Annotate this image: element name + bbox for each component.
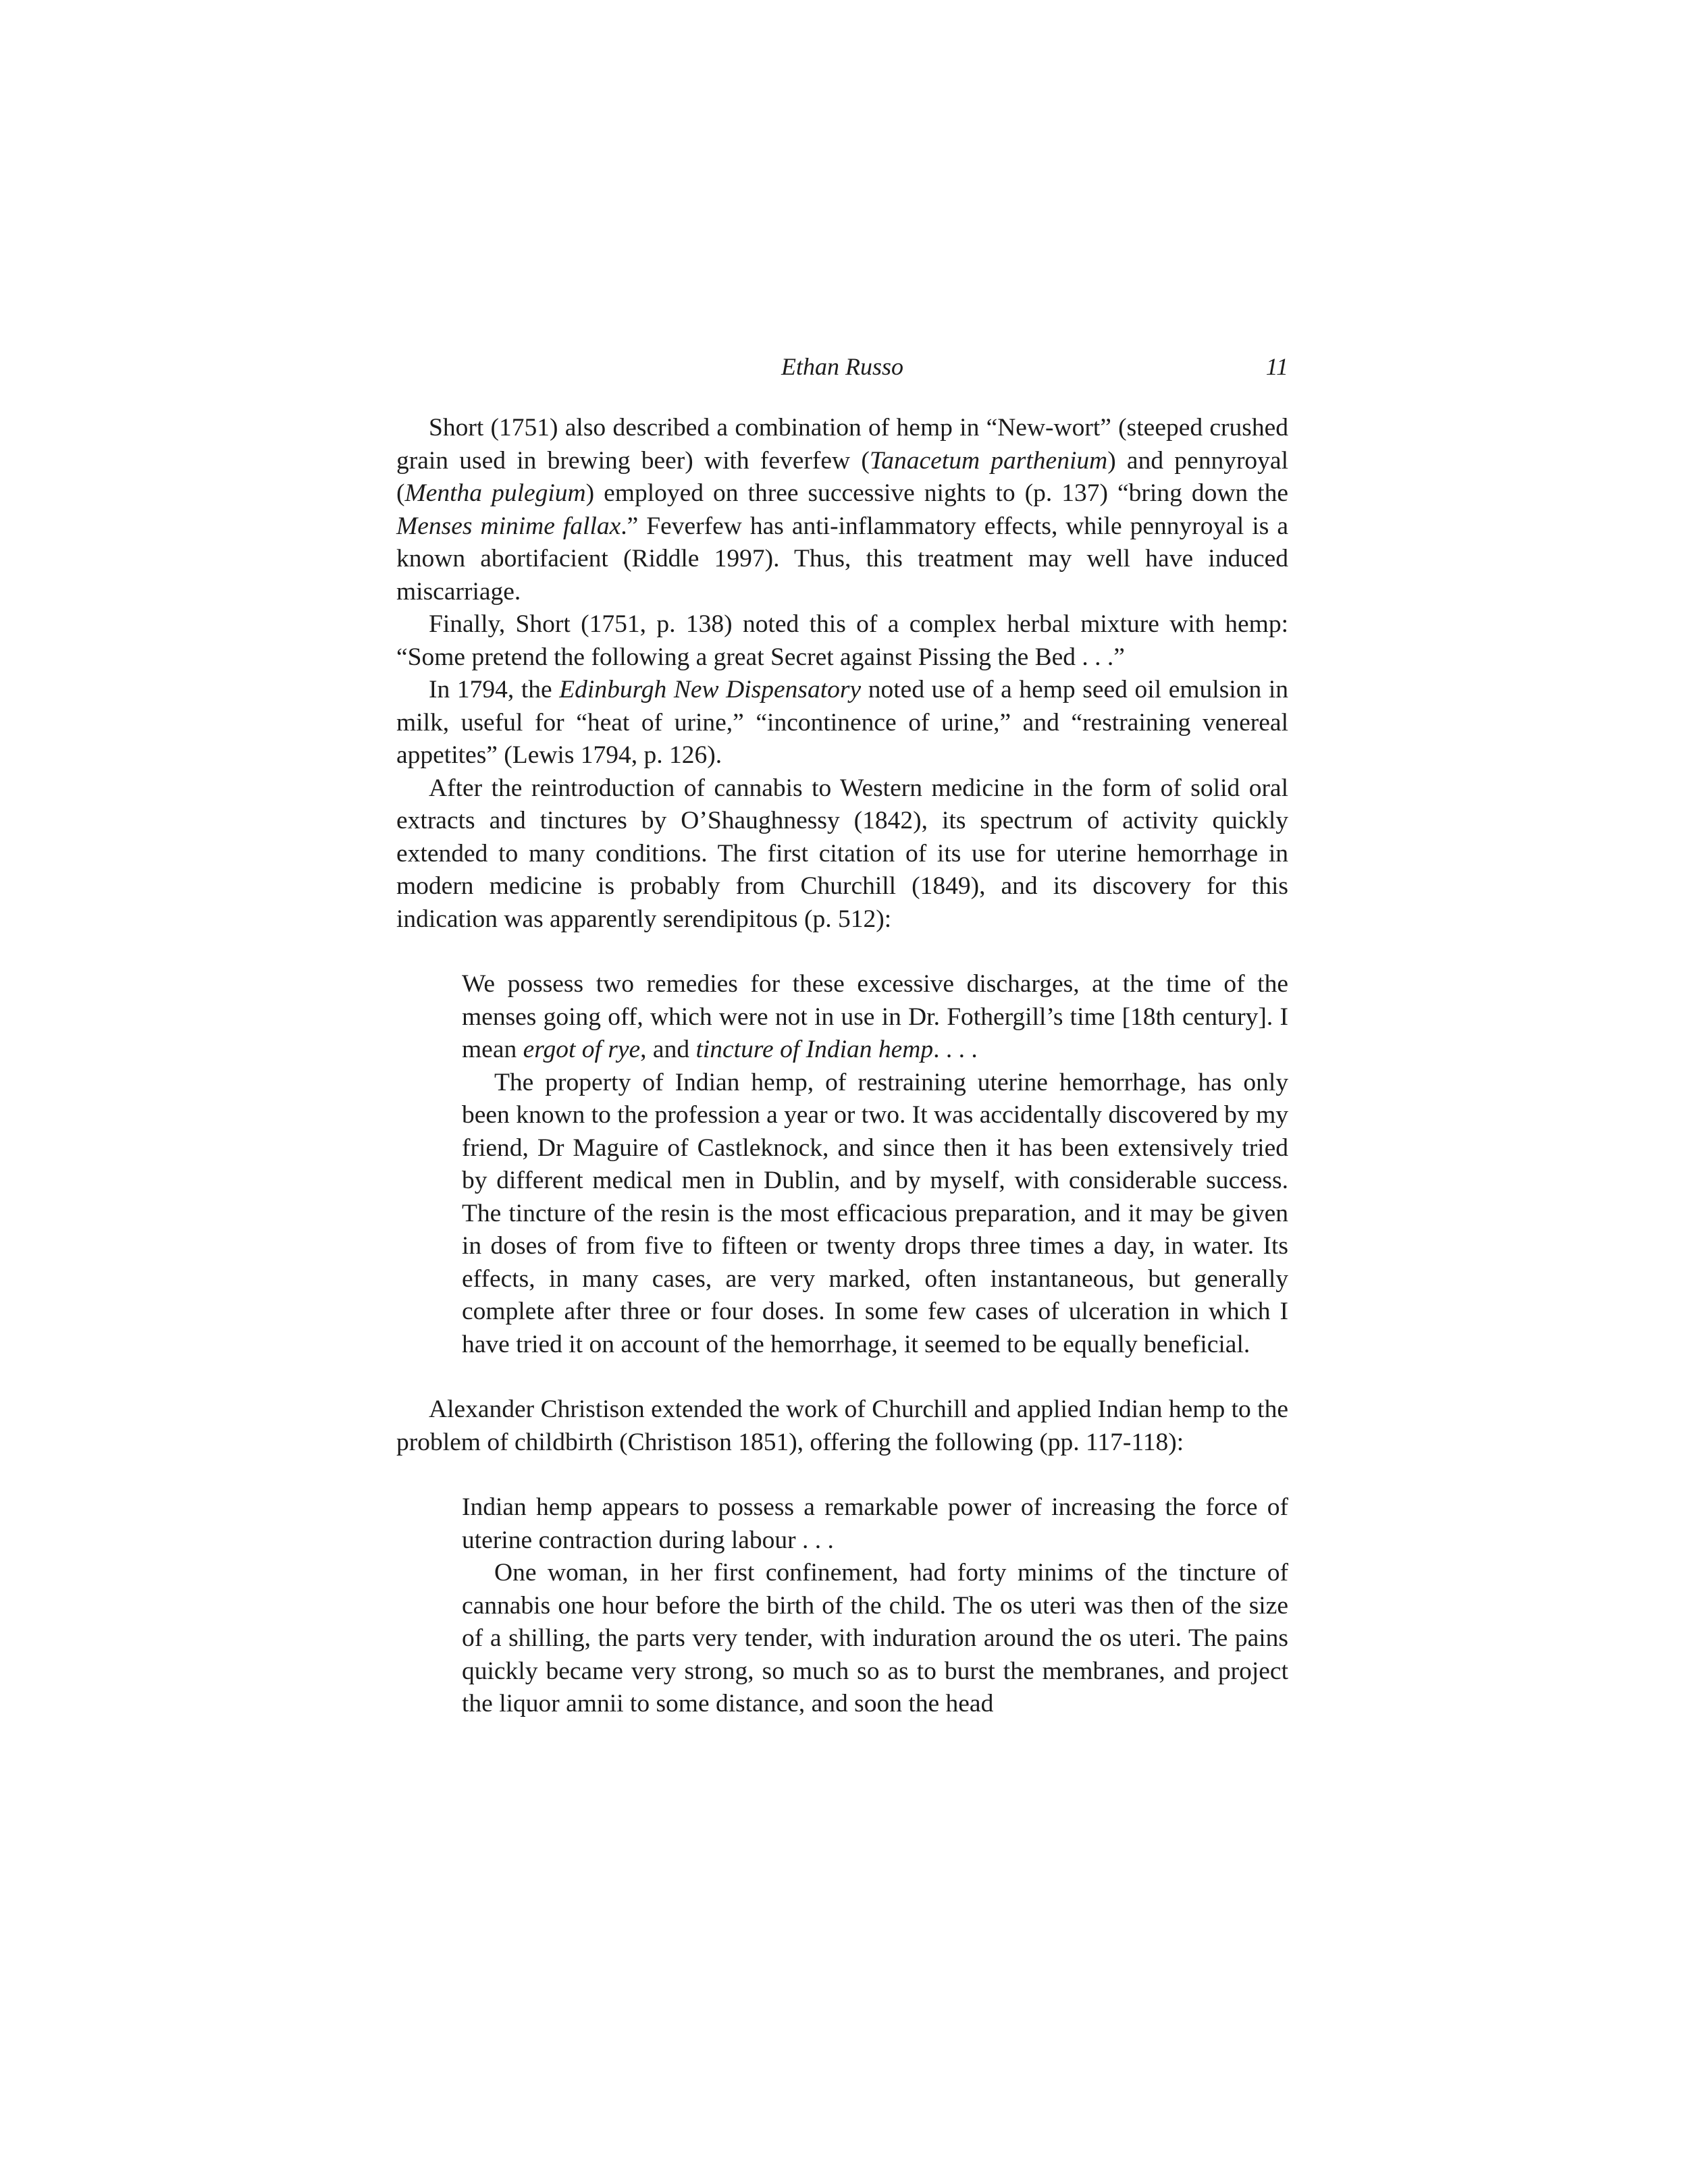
paragraph-reintroduction: After the reintroduction of cannabis to Western medicine in the form of solid oral extracts and tinctures by O’Shaughnessy (1842), its spectrum of activity quickly extended to many conditions. The first citation of its use for uterine hemorrhage in modern medicine is probably from Churchill (1849), and its discovery for this indication was apparently serendipitous (p. 512): [396, 774, 1288, 933]
quote-christison-2: One woman, in her first confinement, had forty minims of the tincture of cannabis one hour before the birth of the child. The os uteri was then of the size of a shilling, the parts very tender, with induration around the os uteri. The pains quickly became very strong, so much so as to burst the membranes, and project the liquor amnii to some distance, and soon the head [462, 1559, 1288, 1717]
quote-churchill-1: We possess two remedies for these excessive discharges, at the time of the menses going off, which were not in use in Dr. Fothergill’s time [18th century]. I mean ergot of rye, and tincture of Indian hemp. . . . [462, 970, 1288, 1063]
blockquote-christison [462, 1491, 1288, 1721]
quote-christison-1: Indian hemp appears to possess a remarkable power of increasing the force of uterine contraction during labour . . . [462, 1493, 1288, 1554]
page-number: 11 [1265, 353, 1288, 380]
paragraph-edinburgh: In 1794, the Edinburgh New Dispensatory noted use of a hemp seed oil emulsion in milk, useful for “heat of urine,” “incontinence of urine,” and “restraining venereal appetites” (Lewis 1794, p. 126). [396, 676, 1288, 769]
body-text [396, 412, 1288, 1753]
paragraph-christison: Alexander Christison extended the work of Churchill and applied Indian hemp to the problem of childbirth (Christison 1851), offering the following (pp. 117-118): [396, 1395, 1288, 1456]
paragraph-short-bed: Finally, Short (1751, p. 138) noted this of a complex herbal mixture with hemp: “Some pretend the following a great Secret against Pissing the Bed . . .” [396, 610, 1288, 671]
blockquote-churchill [462, 968, 1288, 1361]
quote-churchill-2: The property of Indian hemp, of restraining uterine hemorrhage, has only been known to the profession a year or two. It was accidentally discovered by my friend, Dr Maguire of Castleknock, and since then it has been extensively tried by different medical men in Dublin, and by myself, with considerable success. The tincture of the resin is the most efficacious preparation, and it may be given in doses of from five to fifteen or twenty drops three times a day, in water. Its effects, in many cases, are very marked, often instantaneous, but generally complete after three or four doses. In some few cases of ulceration in which I have tried it on account of the hemorrhage, it seemed to be equally beneficial. [462, 1068, 1288, 1358]
running-header [396, 352, 1288, 386]
paragraph-short-newwort: Short (1751) also described a combination of hemp in “New-wort” (steeped crushed grain used in brewing beer) with feverfew (Tanacetum parthenium) and pennyroyal (Mentha pulegium) employed on three successive nights to (p. 137) “bring down the Menses minime fallax.” Feverfew has anti-inflammatory effects, while pennyroyal is a known abortifacient (Riddle 1997). Thus, this treatment may well have induced miscarriage. [396, 414, 1288, 606]
running-header-author: Ethan Russo [781, 353, 903, 380]
